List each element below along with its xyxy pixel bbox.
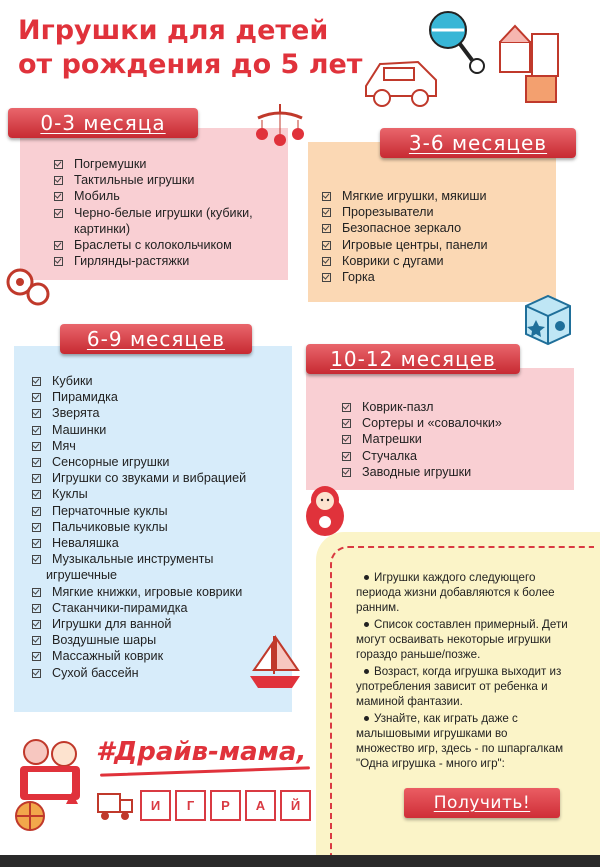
list-item: Прорезыватели [318, 204, 558, 220]
list-item: Сенсорные игрушки [28, 454, 288, 470]
list-item: Игровые центры, панели [318, 237, 558, 253]
list-item: Воздушные шары [28, 632, 288, 648]
section-10-12-list [338, 399, 574, 480]
list-item-continuation: игрушечные [46, 568, 118, 583]
letter-cube: И [140, 790, 171, 821]
list-item: Куклы [28, 486, 288, 502]
list-item: Мобиль [50, 188, 290, 204]
list-item: Сортеры и «совалочки» [338, 415, 574, 431]
list-item: Браслеты с колокольчиком [50, 237, 290, 253]
list-item: Заводные игрушки [338, 464, 574, 480]
baby-mobile-icon [250, 100, 310, 160]
section-3-6-list [318, 188, 558, 285]
list-item: Мягкие игрушки, мякиши [318, 188, 558, 204]
list-item: Мяч [28, 438, 288, 454]
list-item: Матрешки [338, 431, 574, 447]
section-6-9-heading: 6-9 месяцев [60, 324, 252, 354]
matryoshka-icon [302, 482, 348, 538]
toy-boat-icon [246, 630, 304, 692]
bottom-bar [0, 855, 600, 867]
teether-icon [4, 264, 56, 310]
list-item: Музыкальные инструменты [28, 551, 288, 567]
section-0-3-list [50, 156, 290, 269]
brand-underline [100, 766, 310, 776]
list-item: Черно-белые игрушки (кубики, [50, 205, 290, 221]
letter-cube: А [245, 790, 276, 821]
letter-cube: Й [280, 790, 311, 821]
note-item: Узнайте, как играть даже с малышовыми игрушками во множество игр, здесь - по шпаргалкам "Одна игрушка - много игр": [356, 711, 568, 771]
list-item: Машинки [28, 422, 288, 438]
list-item: Игрушки со звуками и вибрацией [28, 470, 288, 486]
rattle-icon [430, 12, 484, 73]
section-0-3-heading: 0-3 месяца [8, 108, 198, 138]
list-item: Игрушки для ванной [28, 616, 288, 632]
list-item: Тактильные игрушки [50, 172, 290, 188]
list-item: Неваляшка [28, 535, 288, 551]
letter-cube: Р [210, 790, 241, 821]
section-3-6-heading: 3-6 месяцев [380, 128, 576, 158]
section-10-12-heading: 10-12 месяцев [306, 344, 520, 374]
list-item: Коврик-пазл [338, 399, 574, 415]
list-item: картинки) [74, 221, 131, 236]
kids-illustration [10, 736, 96, 832]
list-item: Погремушки [50, 156, 290, 172]
note-item: Список составлен примерный. Дети могут осваивать некоторые игрушки гораздо раньше/позже. [356, 618, 568, 661]
get-button[interactable]: Получить! [404, 788, 560, 818]
list-item: Пирамидка [28, 389, 288, 405]
notes-text [356, 570, 568, 773]
title-line-2: от рождения до 5 лет [18, 49, 363, 80]
note-item: Возраст, когда игрушка выходит из употребления зависит от ребенка и маминой фантазии. [356, 664, 568, 709]
toys-illustration [360, 4, 600, 114]
letter-cube: Г [175, 790, 206, 821]
toy-train-icon [94, 786, 136, 824]
list-item: Гирлянды-растяжки [50, 253, 290, 269]
blocks-icon [500, 26, 558, 102]
page-title [18, 14, 363, 82]
brand-hashtag: #Драйв-мама, [96, 737, 307, 767]
list-item: Мягкие книжки, игровые коврики [28, 584, 288, 600]
note-item: Игрушки каждого следующего периода жизни добавляются к более ранним. [356, 570, 568, 615]
list-item: Сухой бассейн [28, 665, 288, 681]
title-line-1: Игрушки для детей [18, 15, 329, 46]
toy-car-icon [366, 62, 436, 106]
list-item: Стаканчики-пирамидка [28, 600, 288, 616]
list-item: Пальчиковые куклы [28, 519, 288, 535]
toy-cube-icon [520, 290, 576, 346]
list-item: Массажный коврик [28, 648, 288, 664]
list-item: Горка [318, 269, 558, 285]
list-item: Стучалка [338, 448, 574, 464]
list-item: Кубики [28, 373, 288, 389]
list-item: Перчаточные куклы [28, 503, 288, 519]
list-item: Коврики с дугами [318, 253, 558, 269]
list-item: Безопасное зеркало [318, 220, 558, 236]
list-item: Зверята [28, 405, 288, 421]
